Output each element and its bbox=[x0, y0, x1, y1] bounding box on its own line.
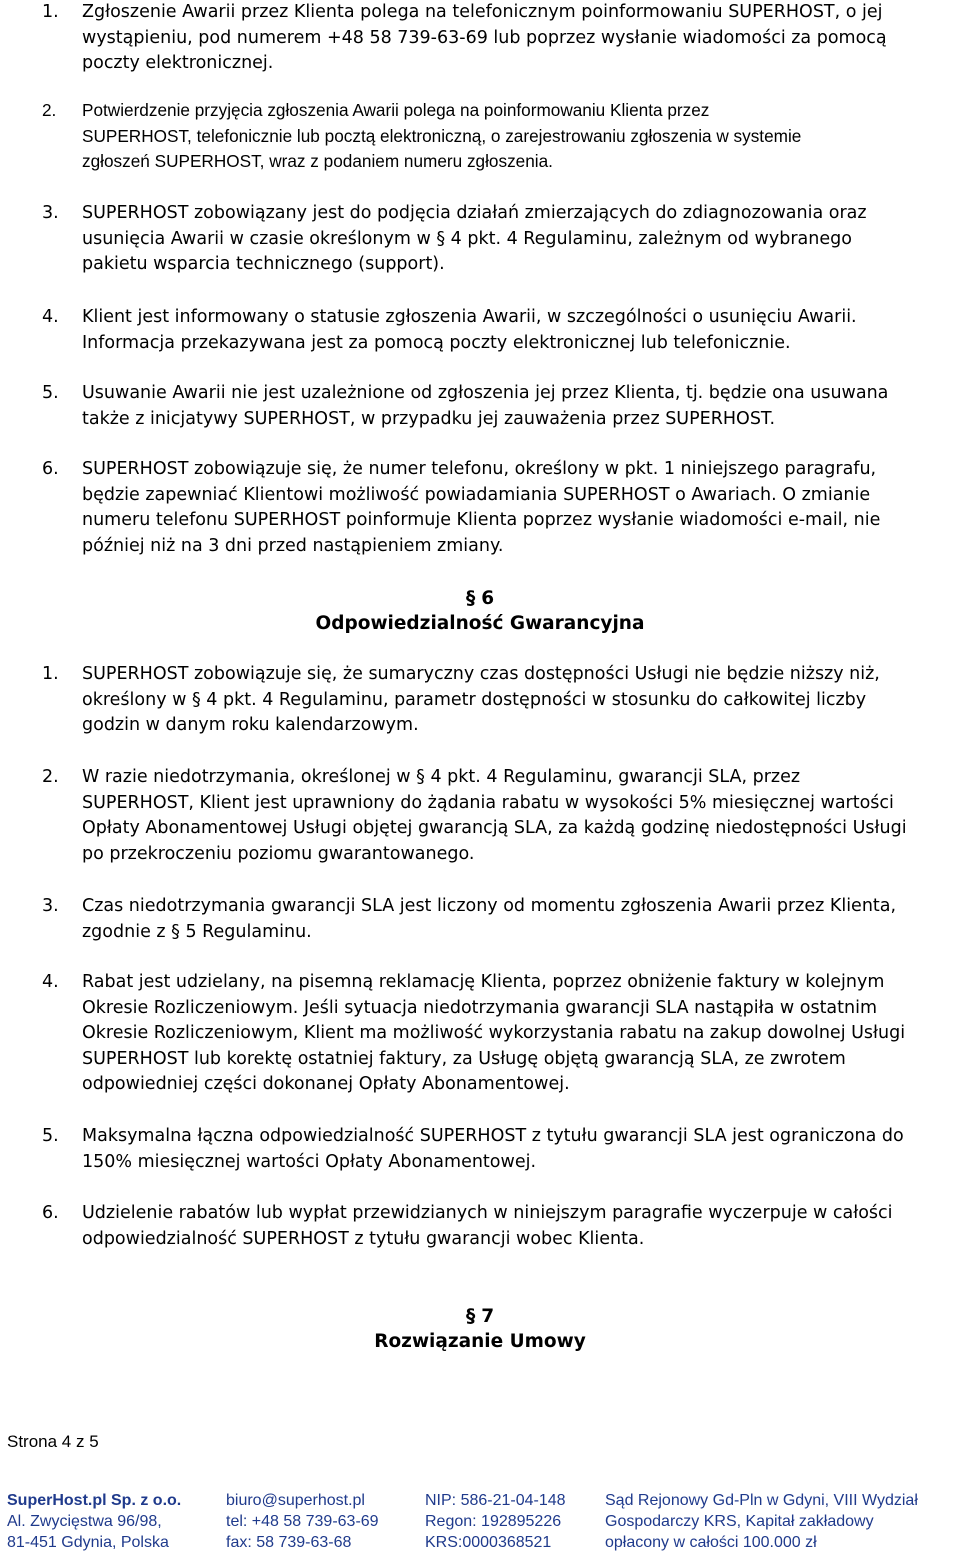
item-number: 3. bbox=[42, 896, 59, 916]
item-line: godzin w danym roku kalendarzowym. bbox=[82, 715, 419, 736]
item-line: określony w § 4 pkt. 4 Regulaminu, parametr dostępności w stosunku do całkowitej liczby bbox=[82, 689, 867, 710]
item-line: odpowiedniej części dokonanej Opłaty Abonamentowej. bbox=[82, 1074, 570, 1095]
item-line: Udzielenie rabatów lub wypłat przewidzianych w niniejszym paragrafie wyczerpuje w całości bbox=[82, 1203, 893, 1223]
item-line: W razie niedotrzymania, określonej w § 4 pkt. 4 Regulaminu, gwarancji SLA, przez bbox=[82, 767, 801, 787]
paragraph-sign: § bbox=[465, 1306, 476, 1327]
item-line: usunięcia Awarii w czasie określonym w § 4 pkt. 4 Regulaminu, zależnym od wybranego bbox=[82, 228, 852, 249]
footer-tel: tel: +48 58 739-63-69 bbox=[226, 1513, 379, 1530]
item-number: 1. bbox=[42, 2, 59, 22]
footer-fax: fax: 58 739-63-68 bbox=[226, 1534, 352, 1551]
item-line: wystąpieniu, pod numerem +48 58 739-63-69 lub poprzez wysłanie wiadomości za pomocą bbox=[82, 27, 887, 48]
footer-court-column bbox=[605, 1490, 918, 1553]
item-line: Potwierdzenie przyjęcia zgłoszenia Awarii polega na poinformowaniu Klienta przez bbox=[82, 100, 710, 120]
item-number: 2. bbox=[42, 100, 57, 120]
item-line: SUPERHOST, telefonicznie lub pocztą elektroniczną, o zarejestrowaniu zgłoszenia w systemie bbox=[82, 125, 802, 146]
item-line: numeru telefonu SUPERHOST poinformuje Klienta poprzez wysłanie wiadomości e-mail, nie bbox=[82, 510, 881, 531]
footer-email[interactable]: biuro@superhost.pl bbox=[226, 1492, 365, 1509]
item-line: Rabat jest udzielany, na pisemną reklamację Klienta, poprzez obniżenie faktury w kolejnym bbox=[82, 972, 885, 992]
footer-krs: KRS:0000368521 bbox=[425, 1534, 552, 1551]
item-line: odpowiedzialność SUPERHOST z tytułu gwarancji wobec Klienta. bbox=[82, 1228, 645, 1249]
page-footer bbox=[0, 1490, 960, 1554]
item-line: SUPERHOST zobowiązuje się, że numer telefonu, określony w pkt. 1 niniejszego paragrafu, bbox=[82, 459, 877, 479]
section-7-title: Rozwiązanie Umowy bbox=[374, 1331, 586, 1352]
item-line: poczty elektronicznej. bbox=[82, 53, 274, 74]
item-number: 4. bbox=[42, 972, 59, 992]
item-line: Klient jest informowany o statusie zgłoszenia Awarii, w szczególności o usunięciu Awarii. bbox=[82, 307, 857, 327]
section-6-title: Odpowiedzialność Gwarancyjna bbox=[315, 613, 645, 634]
page-number: Strona 4 z 5 bbox=[7, 1432, 99, 1451]
footer-company: SuperHost.pl Sp. z o.o. bbox=[7, 1492, 182, 1509]
item-line: SUPERHOST, Klient jest uprawniony do żądania rabatu w wysokości 5% miesięcznej wartości bbox=[82, 792, 894, 813]
item-line: SUPERHOST zobowiązuje się, że sumaryczny czas dostępności Usługi nie będzie niższy niż, bbox=[82, 664, 880, 684]
footer-court-line: opłacony w całości 100.000 zł bbox=[605, 1534, 817, 1551]
footer-court-line: Gospodarczy KRS, Kapitał zakładowy bbox=[605, 1513, 874, 1530]
item-line: Maksymalna łączna odpowiedzialność SUPERHOST z tytułu gwarancji SLA jest ograniczona do bbox=[82, 1126, 904, 1146]
item-line: po przekroczeniu poziomu gwarantowanego. bbox=[82, 843, 475, 864]
item-line: Usuwanie Awarii nie jest uzależnione od zgłoszenia jej przez Klienta, tj. będzie ona usuwana bbox=[82, 383, 889, 403]
item-number: 6. bbox=[42, 1203, 59, 1223]
item-line: Zgłoszenie Awarii przez Klienta polega na telefonicznym poinformowaniu SUPERHOST, o jej bbox=[82, 2, 883, 22]
item-line: Okresie Rozliczeniowym. Jeśli sytuacja niedotrzymania gwarancji SLA nastąpiła w ostatnim bbox=[82, 997, 878, 1018]
item-line: Okresie Rozliczeniowym, Klient ma możliwość wykorzystania rabatu na zakup dowolnej Usługi bbox=[82, 1023, 906, 1044]
footer-court-line: Sąd Rejonowy Gd-Pln w Gdyni, VIII Wydział bbox=[605, 1492, 918, 1509]
item-line: SUPERHOST zobowiązany jest do podjęcia działań zmierzających do zdiagnozowania oraz bbox=[82, 203, 867, 223]
item-number: 2. bbox=[42, 767, 59, 787]
item-line: także z inicjatywy SUPERHOST, w przypadku jej zauważenia przez SUPERHOST. bbox=[82, 408, 776, 429]
item-line: Opłaty Abonamentowej Usługi objętej gwarancją SLA, za każdą godzinę niedostępności Usługi bbox=[82, 818, 907, 839]
item-number: 5. bbox=[42, 383, 59, 403]
item-number: 6. bbox=[42, 459, 59, 479]
item-number: 1. bbox=[42, 664, 59, 684]
item-line: pakietu wsparcia technicznego (support). bbox=[82, 254, 445, 275]
item-line: Czas niedotrzymania gwarancji SLA jest liczony od momentu zgłoszenia Awarii przez Klienta, bbox=[82, 896, 897, 916]
footer-regon: Regon: 192895226 bbox=[425, 1513, 562, 1530]
footer-nip: NIP: 586-21-04-148 bbox=[425, 1492, 566, 1509]
item-line: będzie zapewniać Klientowi możliwość powiadamiania SUPERHOST o Awariach. O zmianie bbox=[82, 484, 871, 505]
item-number: 4. bbox=[42, 307, 59, 327]
item-line: później niż na 3 dni przed nastąpieniem zmiany. bbox=[82, 535, 504, 556]
item-line: zgodnie z § 5 Regulaminu. bbox=[82, 921, 312, 942]
paragraph-sign: § bbox=[465, 588, 476, 609]
item-line: 150% miesięcznej wartości Opłaty Abonamentowej. bbox=[82, 1151, 537, 1172]
footer-street: Al. Zwycięstwa 96/98, bbox=[7, 1513, 162, 1530]
section-6-number: § 6 bbox=[465, 588, 495, 609]
item-line: zgłoszeń SUPERHOST, wraz z podaniem numeru zgłoszenia. bbox=[82, 151, 553, 172]
footer-registry-column bbox=[425, 1490, 566, 1553]
item-line: Informacja przekazywana jest za pomocą poczty elektronicznej lub telefonicznie. bbox=[82, 332, 791, 353]
item-number: 3. bbox=[42, 203, 59, 223]
item-line: SUPERHOST lub korektę ostatniej faktury, za Usługę objętą gwarancją SLA, ze zwrotem bbox=[82, 1048, 846, 1069]
footer-contact-column bbox=[226, 1490, 379, 1553]
footer-city: 81-451 Gdynia, Polska bbox=[7, 1534, 169, 1551]
footer-company-column bbox=[7, 1490, 181, 1553]
section-7-number: § 7 bbox=[465, 1306, 495, 1327]
item-number: 5. bbox=[42, 1126, 59, 1146]
